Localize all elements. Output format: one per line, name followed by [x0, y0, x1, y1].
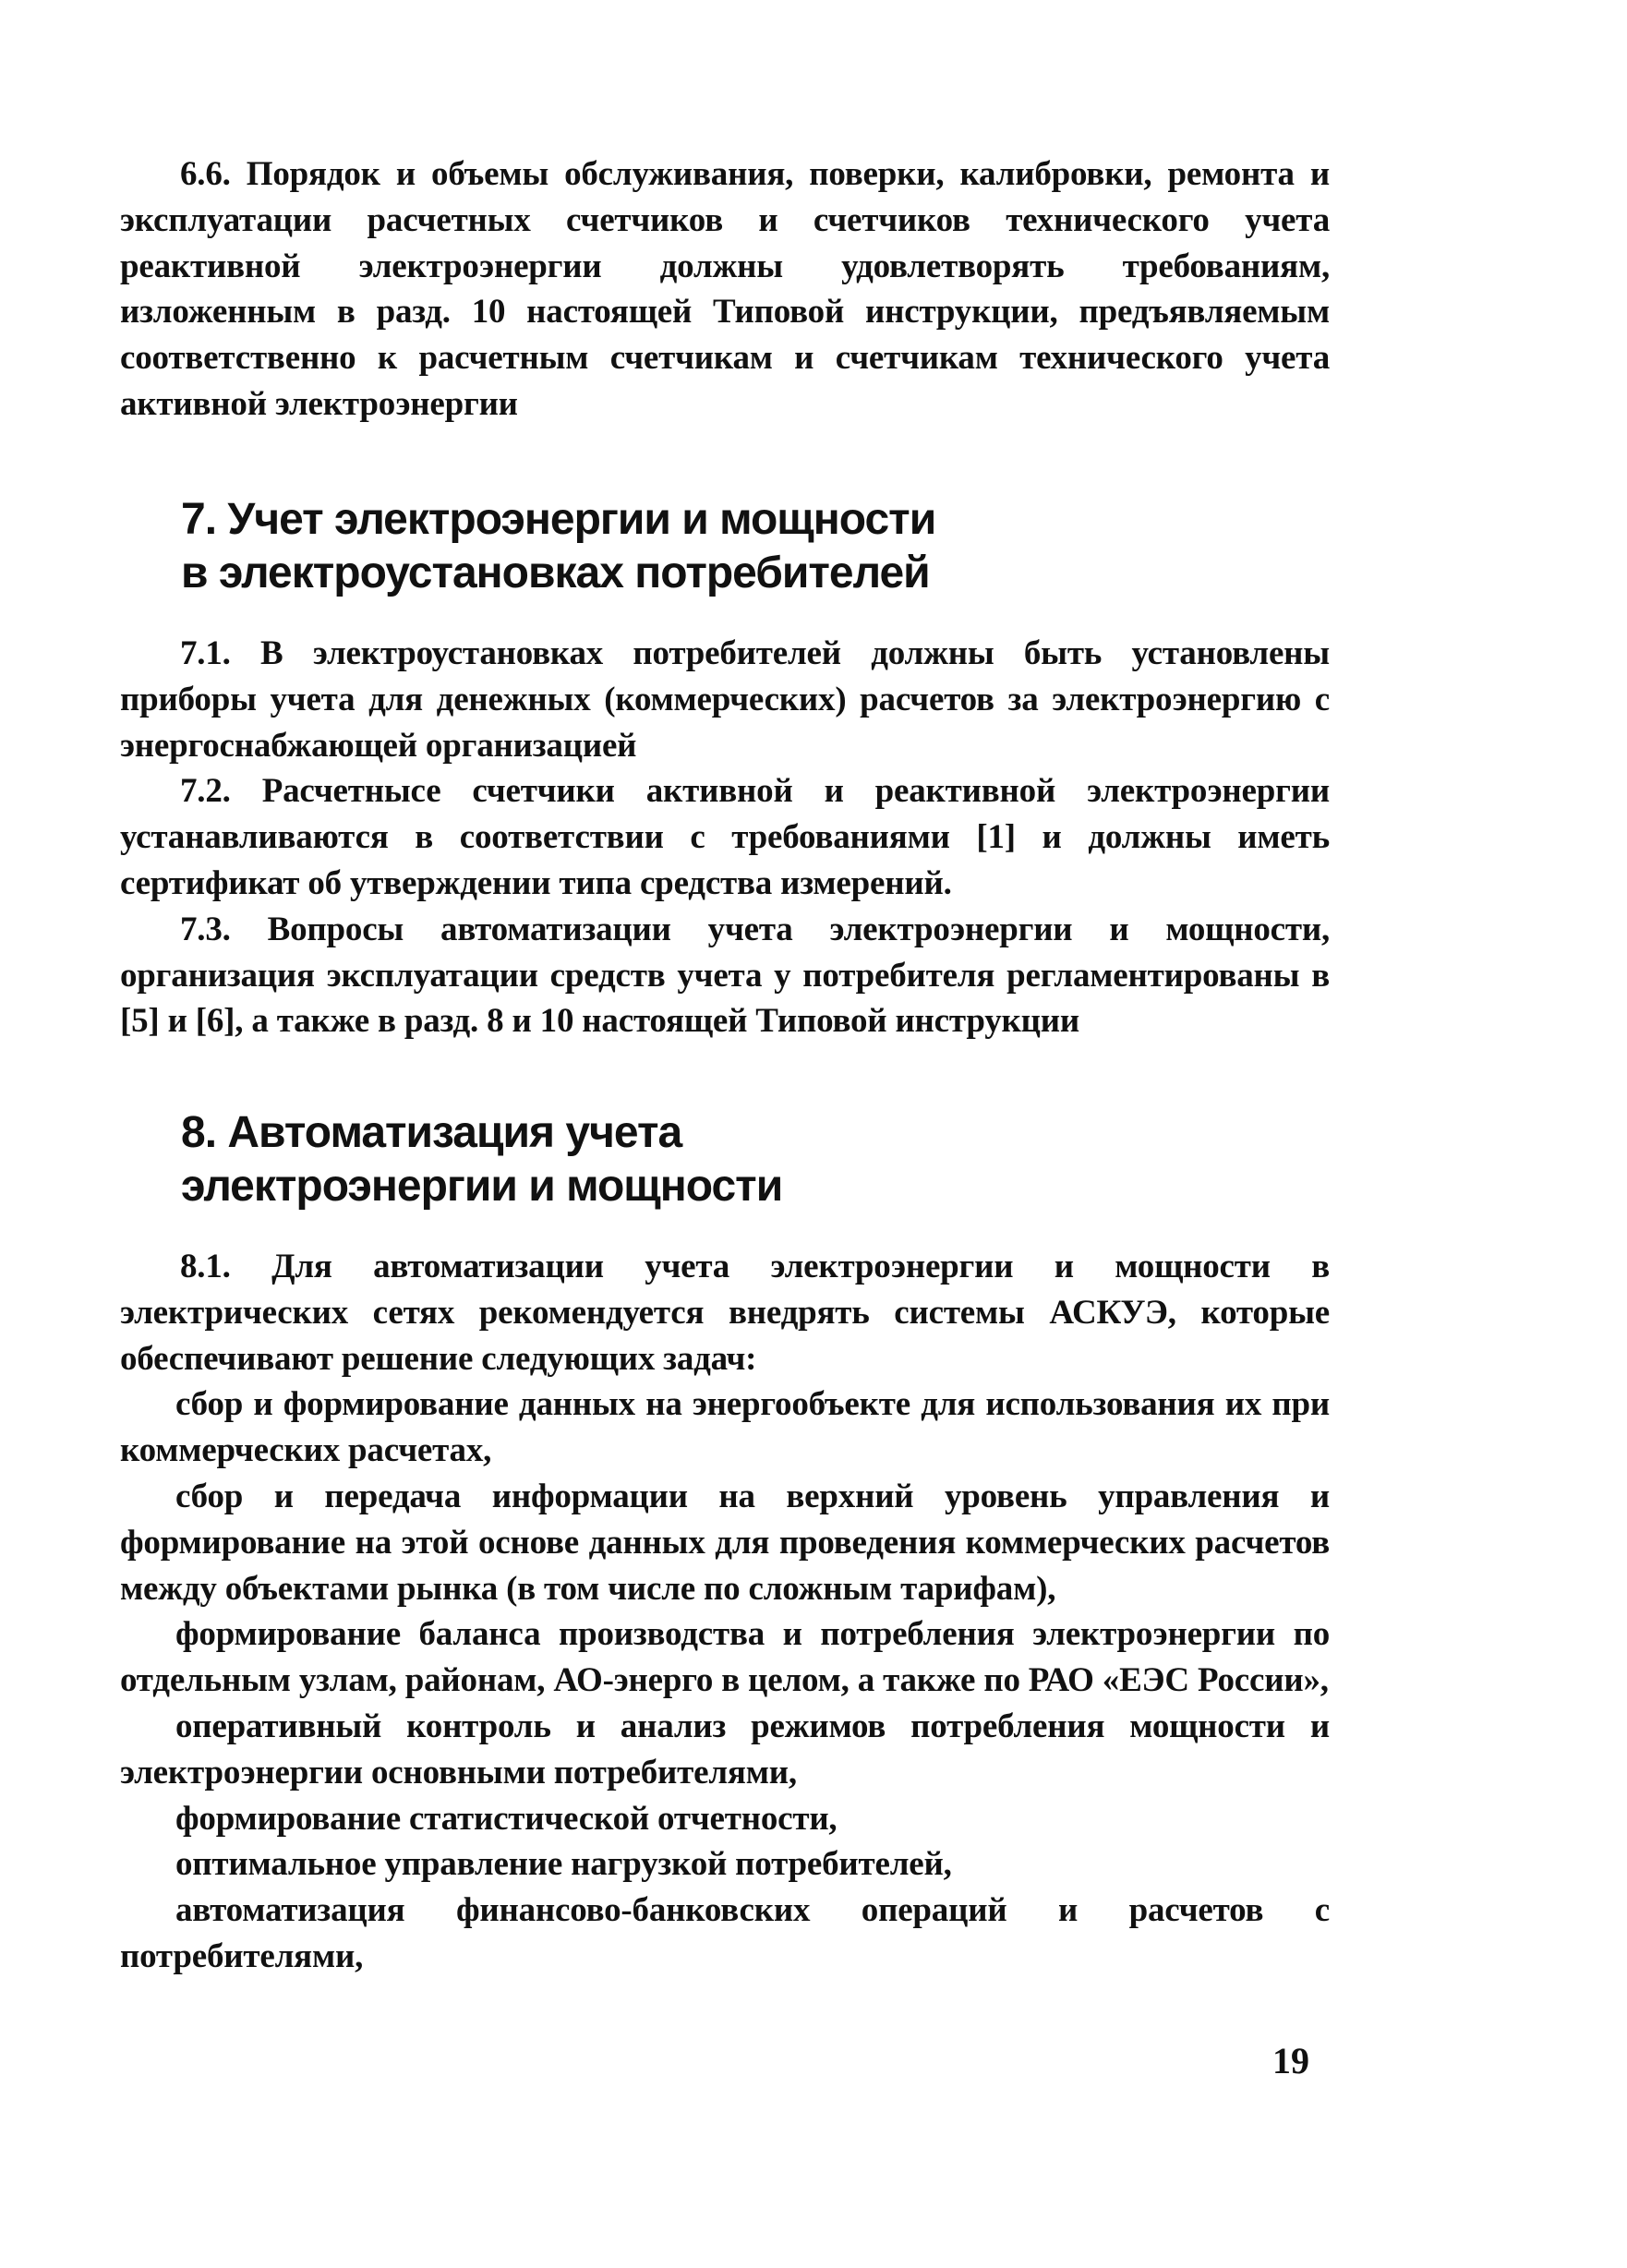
clause-number: 8.1. — [180, 1248, 231, 1285]
paragraph-7-3 — [120, 907, 1330, 1044]
task-item: автоматизация финансово-банковских операций и расчетов с потребителями, — [120, 1891, 1330, 1975]
clause-number: 7.1. — [180, 634, 231, 672]
section-7-heading — [181, 493, 1289, 600]
heading-line: в электроустановках потребителей — [181, 549, 930, 597]
clause-number: 6.6. — [180, 155, 231, 193]
page-number: 19 — [1272, 2040, 1309, 2081]
clause-text: В электроустановках потребителей должны быть установлены приборы учета для денежных (коммерческих) расчетов за электроэнергию с энергоснабжающей организацией — [120, 634, 1330, 765]
task-item: формирование баланса производства и потребления электроэнергии по отдельным узлам, районам, АО-энерго в целом, а также по РАО «ЕЭС России», — [120, 1615, 1330, 1700]
clause-text: Для автоматизации учета электроэнергии и мощности в электрических сетях рекомендуется внедрять системы АСКУЭ, которые обеспечивают решение следующих задач: — [120, 1248, 1330, 1378]
heading-line: 7. Учет электроэнергии и мощности — [181, 495, 936, 544]
heading-line: электроэнергии и мощности — [181, 1162, 783, 1211]
section-7-body — [120, 631, 1330, 1044]
task-item: сбор и передача информации на верхний уровень управления и формирование на этой основе данных для проведения коммерческих расчетов между объектами рынка (в том числе по сложным тарифам), — [120, 1477, 1330, 1608]
task-item: оптимальное управление нагрузкой потребителей, — [175, 1845, 952, 1884]
paragraph-7-1 — [120, 631, 1330, 768]
clause-text: Порядок и объемы обслуживания, поверки, калибровки, ремонта и эксплуатации расчетных счетчиков и счетчиков технического учета реактивной электроэнергии должны удовлетворять требованиям, изложенным в разд. 10 настоящей Типовой инструкции, предъявляемым соответственно к расчетным счетчикам и счетчикам технического учета активной электроэнергии — [120, 155, 1330, 423]
paragraph-8-1 — [120, 1244, 1330, 1381]
paragraph-6-6 — [120, 151, 1330, 428]
task-item: сбор и формирование данных на энергообъекте для использования их при коммерческих расчетах, — [120, 1385, 1330, 1470]
clause-number: 7.3. — [180, 910, 231, 948]
task-item: оперативный контроль и анализ режимов потребления мощности и электроэнергии основными потребителями, — [120, 1707, 1330, 1791]
section-6-6 — [120, 151, 1330, 428]
clause-number: 7.2. — [180, 772, 231, 811]
section-8-body — [120, 1244, 1330, 1980]
section-8-heading — [181, 1106, 1289, 1213]
paragraph-7-2 — [120, 768, 1330, 906]
heading-line: 8. Автоматизация учета — [181, 1108, 682, 1157]
task-item: формирование статистической отчетности, — [175, 1799, 838, 1838]
clause-text: Расчетнысе счетчики активной и реактивной электроэнергии устанавливаются в соответствии с требованиями [1] и должны иметь сертификат об утверждении типа средства измерений. — [120, 772, 1330, 902]
clause-text: Вопросы автоматизации учета электроэнергии и мощности, организация эксплуатации средств учета у потребителя регламентированы в [5] и [6], а также в разд. 8 и 10 настоящей Типовой инструкции — [120, 910, 1330, 1041]
